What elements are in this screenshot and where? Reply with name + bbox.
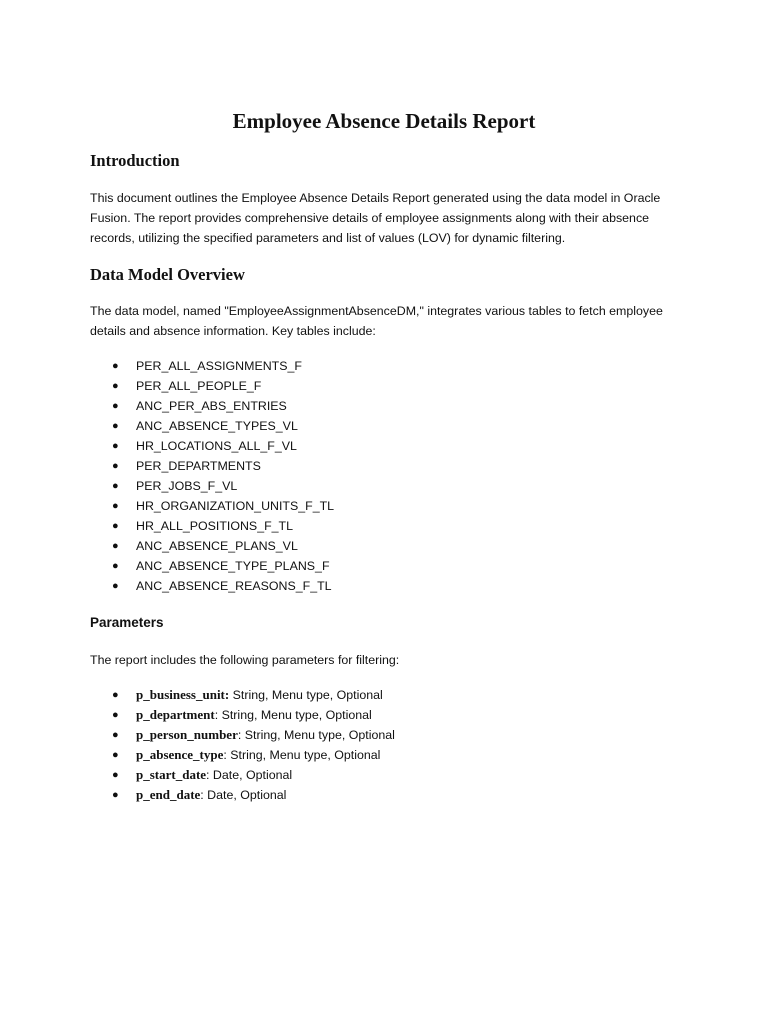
parameter-name: p_department: [136, 707, 215, 722]
table-name: HR_ALL_POSITIONS_F_TL: [136, 519, 294, 533]
table-name: PER_JOBS_F_VL: [136, 479, 238, 493]
bullet-icon: ●: [112, 360, 119, 372]
parameter-name: p_business_unit:: [136, 687, 230, 702]
paragraph-line: Fusion. The report provides comprehensive details of employee assignments along with their absence: [90, 211, 650, 225]
list-item: [90, 576, 690, 596]
bullet-icon: ●: [112, 560, 119, 572]
table-name: HR_ORGANIZATION_UNITS_F_TL: [136, 499, 335, 513]
parameter-description: : String, Menu type, Optional: [223, 748, 381, 762]
bullet-icon: ●: [112, 460, 119, 472]
table-name: ANC_ABSENCE_REASONS_F_TL: [136, 579, 332, 593]
list-item: [90, 356, 690, 376]
table-name: PER_ALL_ASSIGNMENTS_F: [136, 359, 302, 373]
bullet-icon: ●: [112, 689, 119, 701]
list-item: [90, 705, 690, 725]
list-item: [90, 516, 690, 536]
paragraph-line: The data model, named "EmployeeAssignmentAbsenceDM," integrates various tables to fetch employee: [90, 304, 663, 318]
list-item: [90, 456, 690, 476]
data-model-paragraph: [90, 301, 690, 341]
paragraph-line: details and absence information. Key tables include:: [90, 324, 376, 338]
bullet-icon: ●: [112, 749, 119, 761]
parameter-name: p_end_date: [136, 787, 201, 802]
parameter-description: : String, Menu type, Optional: [214, 708, 372, 722]
paragraph-line: This document outlines the Employee Absence Details Report generated using the data model in Oracle: [90, 191, 661, 205]
parameter-description: : Date, Optional: [206, 768, 293, 782]
bullet-icon: ●: [112, 480, 119, 492]
list-item: [90, 765, 690, 785]
parameter-description: : String, Menu type, Optional: [237, 728, 395, 742]
bullet-icon: ●: [112, 729, 119, 741]
bullet-icon: ●: [112, 789, 119, 801]
table-name: HR_LOCATIONS_ALL_F_VL: [136, 439, 297, 453]
list-item: [90, 725, 690, 745]
table-name: ANC_ABSENCE_TYPE_PLANS_F: [136, 559, 330, 573]
list-item: [90, 376, 690, 396]
introduction-heading: Introduction: [90, 151, 180, 170]
key-tables-list: [90, 356, 690, 596]
list-item: [90, 396, 690, 416]
bullet-icon: ●: [112, 769, 119, 781]
list-item: [90, 556, 690, 576]
table-name: PER_ALL_PEOPLE_F: [136, 379, 262, 393]
parameter-name: p_person_number: [136, 727, 238, 742]
bullet-icon: ●: [112, 580, 119, 592]
list-item: [90, 785, 690, 805]
list-item: [90, 436, 690, 456]
parameter-name: p_absence_type: [136, 747, 224, 762]
bullet-icon: ●: [112, 420, 119, 432]
list-item: [90, 476, 690, 496]
parameter-description: String, Menu type, Optional: [229, 688, 383, 702]
parameters-list: [90, 685, 690, 805]
bullet-icon: ●: [112, 400, 119, 412]
list-item: [90, 536, 690, 556]
list-item: [90, 416, 690, 436]
parameters-heading: Parameters: [90, 615, 164, 630]
bullet-icon: ●: [112, 520, 119, 532]
parameters-intro: The report includes the following parameters for filtering:: [90, 653, 400, 667]
bullet-icon: ●: [112, 500, 119, 512]
parameter-description: : Date, Optional: [200, 788, 287, 802]
list-item: [90, 496, 690, 516]
bullet-icon: ●: [112, 380, 119, 392]
document-title: Employee Absence Details Report: [232, 109, 536, 133]
bullet-icon: ●: [112, 709, 119, 721]
data-model-heading: Data Model Overview: [90, 265, 245, 284]
table-name: ANC_ABSENCE_PLANS_VL: [136, 539, 298, 553]
paragraph-line: records, utilizing the specified parameters and list of values (LOV) for dynamic filtering.: [90, 231, 566, 245]
bullet-icon: ●: [112, 440, 119, 452]
introduction-paragraph: [90, 188, 690, 248]
list-item: [90, 745, 690, 765]
table-name: ANC_PER_ABS_ENTRIES: [136, 399, 287, 413]
table-name: PER_DEPARTMENTS: [136, 459, 261, 473]
list-item: [90, 685, 690, 705]
parameter-name: p_start_date: [136, 767, 207, 782]
bullet-icon: ●: [112, 540, 119, 552]
table-name: ANC_ABSENCE_TYPES_VL: [136, 419, 298, 433]
